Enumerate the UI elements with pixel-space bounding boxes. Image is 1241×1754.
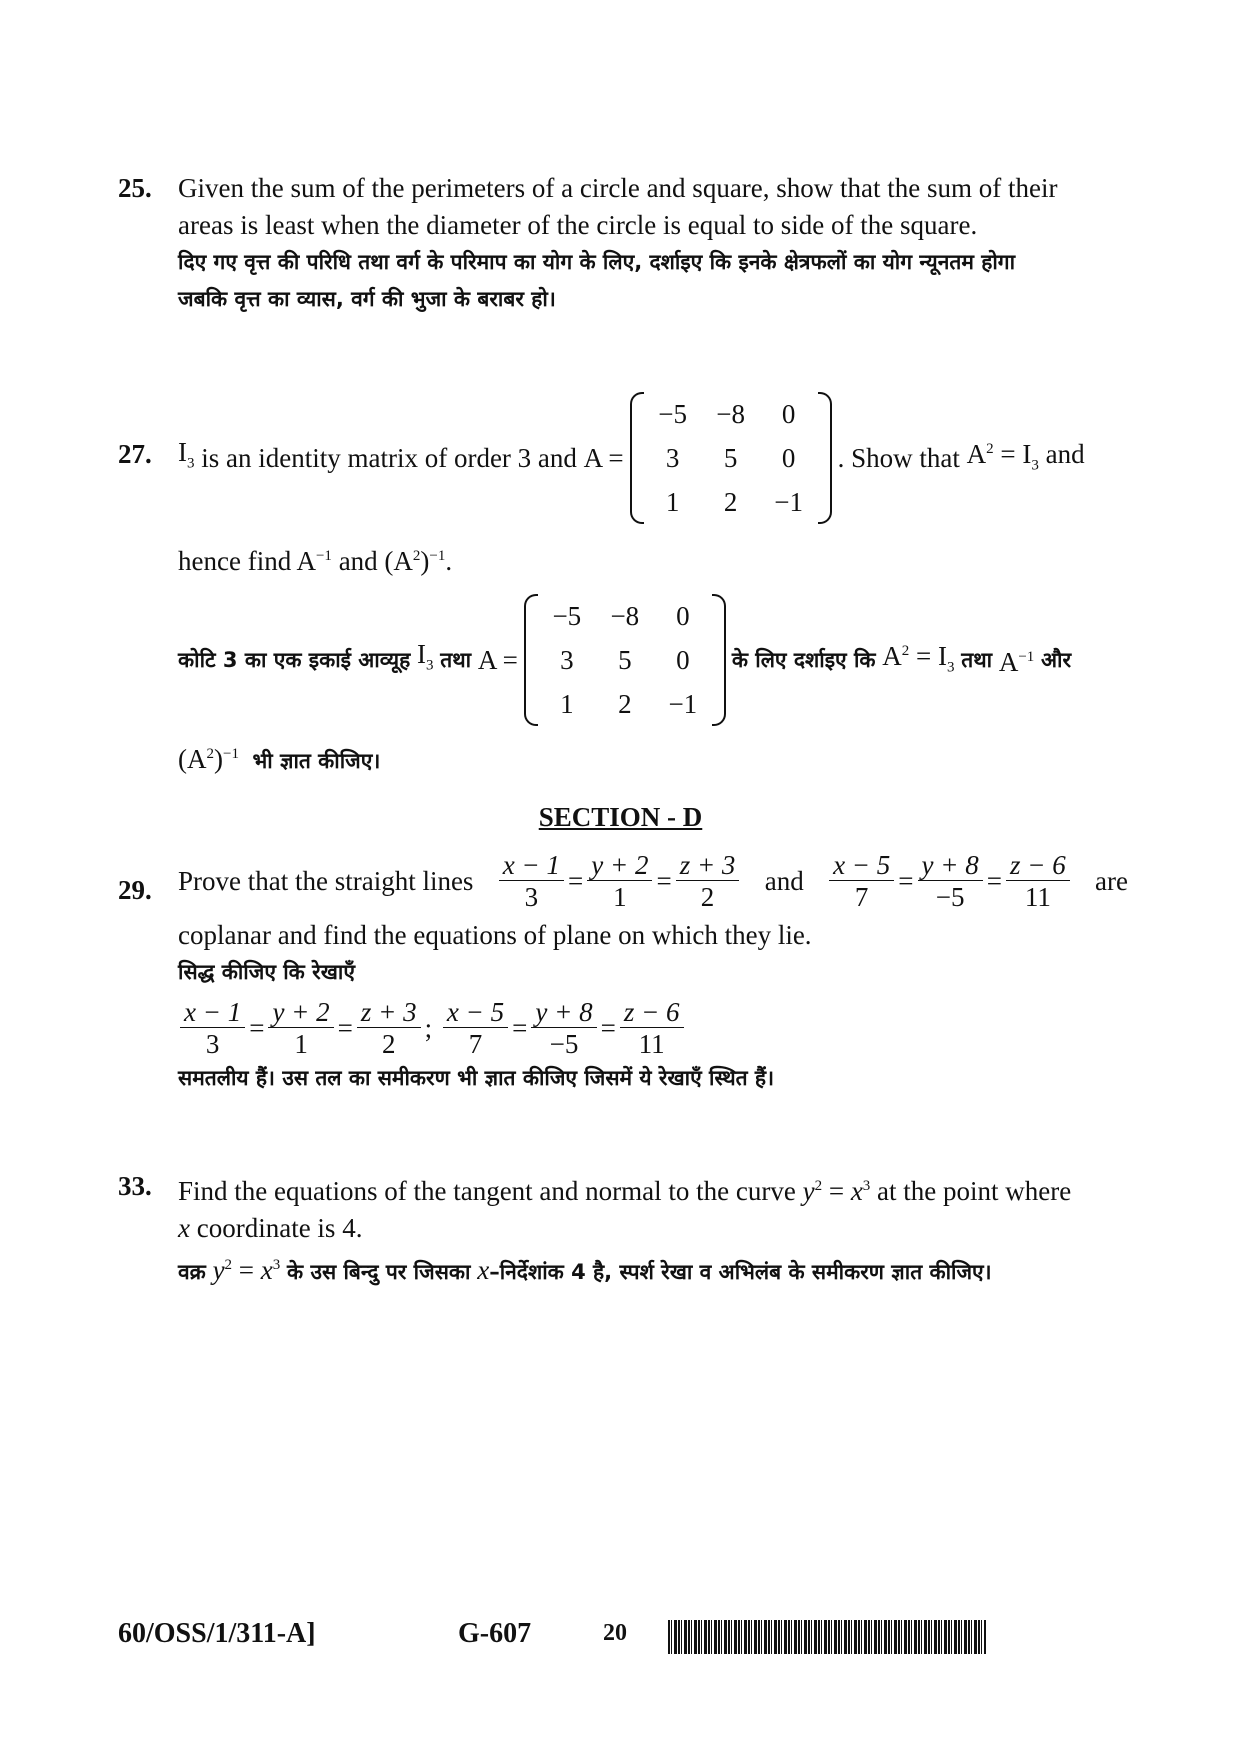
series-code: G-607 bbox=[458, 1618, 532, 1649]
question-29 bbox=[118, 850, 1128, 1097]
q25-hindi-line1: दिए गए वृत्त की परिधि तथा वर्ग के परिमाप का योग के लिए, दर्शाइए कि इनके क्षेत्रफलों का योग न्यूनतम होगा bbox=[178, 250, 1016, 274]
matrix-a-hindi bbox=[524, 594, 726, 726]
q27-hindi-c: के लिए दर्शाइए कि bbox=[731, 647, 876, 672]
q27-hindi-a: कोटि 3 का एक इकाई आव्यूह bbox=[178, 647, 411, 672]
matrix-cell: −5 bbox=[552, 600, 582, 631]
q27-hindi-d: और bbox=[1041, 647, 1072, 672]
line-2-equation: $\frac{x - 5}{7}$ = $\frac{y + 8}{-5}$ = $\frac{z - 6}{11}$ bbox=[827, 850, 1072, 913]
q29-hindi-equations: $\frac{x - 1}{3}$ = $\frac{y + 2}{1}$ = $\frac{z + 3}{2}$ ; $\frac{x - 5}{7}$ = $\frac{y + 8}{-5}$ = $\frac{z - 6}{11}$ bbox=[178, 997, 1128, 1060]
question-27: 27. $I_3$ is an identity matrix of order 3 and A = −5 −8 0 3 5 0 1 2 −1 . Show that $A^2 = I_3$ and hence find $A^{-1}$ and $(A^2)^{-1}$. कोटि 3 का एक इकाई आव्यूह $I_3$ तथा A = −5 −8 0 3 5 0 1 2 −1 के लिए दर्शाइए कि $A^2 = I_3$ तथा $A^{-1}$ और $(A^2)^{-1}$ भी ज्ञात कीजिए। bbox=[118, 392, 1128, 780]
q29-text-1: Prove that the straight lines bbox=[178, 866, 474, 896]
q25-english-line1: Given the sum of the perimeters of a circle and square, show that the sum of their bbox=[178, 173, 1058, 203]
q27-hindi-b2: तथा bbox=[961, 647, 993, 672]
q29-and: and bbox=[764, 866, 804, 896]
matrix-cell: 5 bbox=[723, 442, 738, 473]
q33-text-2: coordinate is 4. bbox=[196, 1213, 363, 1243]
q25-hindi-line2: जबकि वृत्त का व्यास, वर्ग की भुजा के बराबर हो। bbox=[178, 287, 556, 311]
q33-hindi-a: वक्र bbox=[178, 1260, 206, 1284]
question-number: 27. bbox=[118, 439, 152, 469]
q27-hindi-b: तथा bbox=[440, 647, 472, 672]
matrix-cell: 1 bbox=[665, 486, 680, 517]
q29-are: are bbox=[1095, 866, 1128, 896]
matrix-cell: 1 bbox=[560, 688, 574, 719]
question-number: 29. bbox=[118, 875, 152, 905]
q33-text-1b: at the point where bbox=[877, 1176, 1072, 1206]
matrix-cell: 0 bbox=[781, 442, 796, 473]
barcode bbox=[668, 1620, 986, 1654]
matrix-cell: −5 bbox=[658, 398, 688, 429]
matrix-cell: 0 bbox=[676, 600, 690, 631]
matrix-cell: −8 bbox=[610, 600, 640, 631]
matrix-cell: 3 bbox=[560, 644, 574, 675]
q33-hindi-b: के उस बिन्दु पर जिसका bbox=[287, 1260, 471, 1284]
q27-hindi-e: भी ज्ञात कीजिए। bbox=[252, 749, 381, 773]
question-number: 33. bbox=[118, 1171, 152, 1201]
q27-text-a: is an identity matrix of order 3 and bbox=[201, 442, 577, 473]
matrix-cell: 2 bbox=[723, 486, 738, 517]
matrix-cell: 5 bbox=[618, 644, 632, 675]
matrix-cell: 2 bbox=[618, 688, 632, 719]
paper-code: 60/OSS/1/311-A] bbox=[118, 1618, 316, 1649]
q33-hindi-c: –निर्देशांक 4 है, स्पर्श रेखा व अभिलंब के समीकरण ज्ञात कीजिए। bbox=[489, 1260, 992, 1284]
matrix-cell: −1 bbox=[668, 688, 698, 719]
matrix-cell: −1 bbox=[774, 486, 804, 517]
matrix-cell: 0 bbox=[781, 398, 796, 429]
matrix-a bbox=[630, 392, 832, 524]
q29-hindi-1: सिद्ध कीजिए कि रेखाएँ bbox=[178, 960, 355, 984]
q29-text-2: coplanar and find the equations of plane on which they lie. bbox=[178, 920, 812, 950]
matrix-cell: 3 bbox=[665, 442, 680, 473]
matrix-cell: 0 bbox=[676, 644, 690, 675]
section-heading: SECTION - D bbox=[538, 802, 703, 832]
q33-text-1a: Find the equations of the tangent and normal to the curve bbox=[178, 1176, 796, 1206]
page-number: 20 bbox=[603, 1620, 627, 1646]
q25-english-line2: areas is least when the diameter of the circle is equal to side of the square. bbox=[178, 210, 978, 240]
q27-text-c: hence find bbox=[178, 546, 292, 576]
line-1-equation: $\frac{x - 1}{3}$ = $\frac{y + 2}{1}$ = $\frac{z + 3}{2}$ bbox=[497, 850, 742, 913]
q29-hindi-2: समतलीय हैं। उस तल का समीकरण भी ज्ञात कीजिए जिसमें ये रेखाएँ स्थित हैं। bbox=[178, 1066, 775, 1090]
question-number: 25. bbox=[118, 173, 152, 203]
question-25 bbox=[118, 170, 1128, 318]
question-33: 33. Find the equations of the tangent and normal to the curve $y^2 = x^3$ at the point where x coordinate is 4. वक्र $y^2 = x^3$ के उस बिन्दु पर जिसका x–निर्देशांक 4 है, स्पर्श रेखा व अभिलंब के समीकरण ज्ञात कीजिए। bbox=[118, 1168, 1128, 1291]
q27-text-b: . Show that bbox=[837, 442, 960, 473]
matrix-cell: −8 bbox=[716, 398, 746, 429]
